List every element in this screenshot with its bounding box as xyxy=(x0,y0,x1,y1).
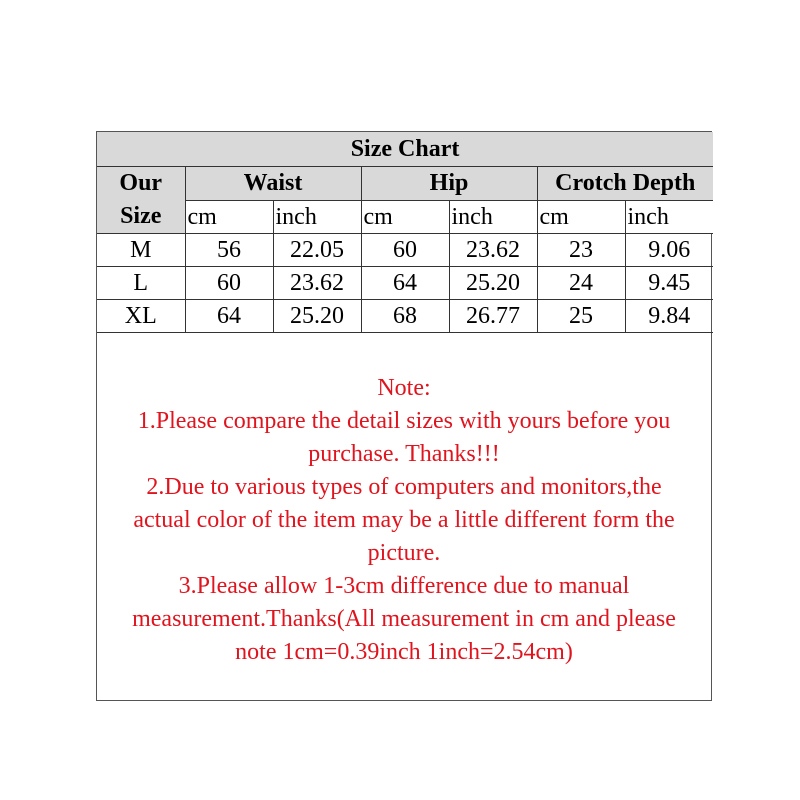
table-row xyxy=(97,234,713,267)
table-cell: 25 xyxy=(537,300,625,333)
table-cell: 9.84 xyxy=(625,300,713,333)
table-cell: 64 xyxy=(185,300,273,333)
table-cell: 60 xyxy=(185,267,273,300)
note-line: measurement.Thanks(All measurement in cm and please xyxy=(132,606,676,632)
note-line: purchase. Thanks!!! xyxy=(308,441,500,467)
note-line: 2.Due to various types of computers and monitors,the xyxy=(146,474,662,500)
size-chart-table xyxy=(97,132,713,333)
table-cell: 24 xyxy=(537,267,625,300)
hip-header: Hip xyxy=(361,167,537,201)
table-cell: 23.62 xyxy=(449,234,537,267)
size-label: L xyxy=(97,267,185,300)
table-cell: 23 xyxy=(537,234,625,267)
unit-cell: inch xyxy=(449,200,537,234)
table-cell: 9.06 xyxy=(625,234,713,267)
table-cell: 25.20 xyxy=(449,267,537,300)
size-label: M xyxy=(97,234,185,267)
size-column-header xyxy=(97,167,185,234)
unit-cell: inch xyxy=(273,200,361,234)
table-cell: 25.20 xyxy=(273,300,361,333)
group-header-row xyxy=(97,167,713,201)
table-cell: 68 xyxy=(361,300,449,333)
crotch-depth-header: Crotch Depth xyxy=(537,167,713,201)
unit-cell: cm xyxy=(537,200,625,234)
table-cell: 60 xyxy=(361,234,449,267)
table-cell: 64 xyxy=(361,267,449,300)
size-label: XL xyxy=(97,300,185,333)
unit-cell: inch xyxy=(625,200,713,234)
unit-cell: cm xyxy=(361,200,449,234)
note-line: actual color of the item may be a little different form the xyxy=(133,507,675,533)
size-header-line1: Our xyxy=(119,170,163,196)
table-cell: 56 xyxy=(185,234,273,267)
size-chart-sheet xyxy=(96,131,712,701)
unit-header-row xyxy=(97,200,713,234)
table-cell: 22.05 xyxy=(273,234,361,267)
size-header-line2: Size xyxy=(120,203,162,229)
table-row xyxy=(97,267,713,300)
waist-header: Waist xyxy=(185,167,361,201)
notes-section xyxy=(97,372,711,669)
table-cell: 23.62 xyxy=(273,267,361,300)
table-cell: 26.77 xyxy=(449,300,537,333)
table-row xyxy=(97,300,713,333)
note-line: note 1cm=0.39inch 1inch=2.54cm) xyxy=(235,639,573,665)
note-line: picture. xyxy=(367,540,441,566)
title-row xyxy=(97,132,713,167)
table-title: Size Chart xyxy=(97,132,713,167)
notes-heading: Note: xyxy=(377,375,431,401)
note-line: 1.Please compare the detail sizes with yours before you xyxy=(137,408,671,434)
note-line: 3.Please allow 1-3cm difference due to manual xyxy=(178,573,630,599)
unit-cell: cm xyxy=(185,200,273,234)
table-cell: 9.45 xyxy=(625,267,713,300)
